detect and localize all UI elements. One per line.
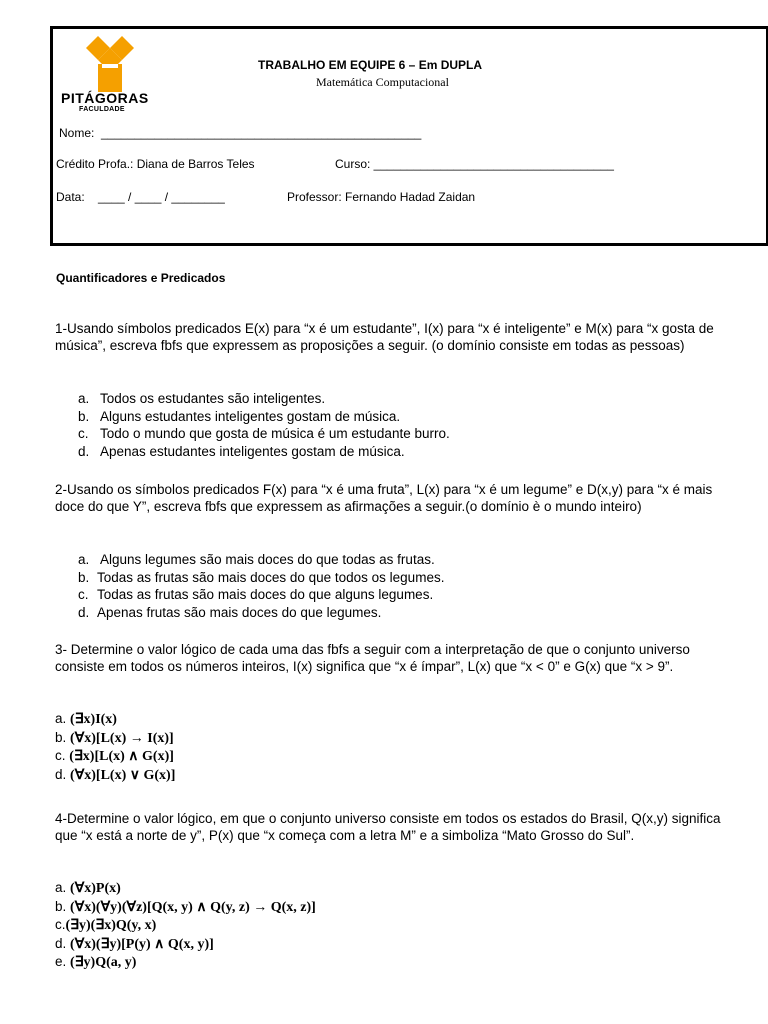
list-item: d. Apenas frutas são mais doces do que legumes. bbox=[78, 604, 382, 620]
list-item: b. Todas as frutas são mais doces do que todos os legumes. bbox=[78, 569, 445, 585]
credit-line: Crédito Profa.: Diana de Barros Teles bbox=[56, 157, 255, 171]
question-2-text: 2-Usando os símbolos predicados F(x) para “x é uma fruta”, L(x) para “x é um legume” e D(x,y) para “x é mais doce do que Y”, escreva fbfs que expressem as afirmações a seguir.(o domínio è o mundo inteiro) bbox=[55, 482, 713, 514]
question-1-list bbox=[78, 390, 450, 460]
question-3-text: 3- Determine o valor lógico de cada uma das fbfs a seguir com a interpretação de que o conjunto universo consiste em todos os números inteiros, I(x) significa que “x é ímpar”, L(x) que “x < 0” e G(x) que “x > 9”. bbox=[55, 642, 690, 674]
section-title: Quantificadores e Predicados bbox=[56, 271, 226, 285]
list-item: d. (∀x)[L(x) ∨ G(x)] bbox=[55, 766, 176, 783]
question-1-text: 1-Usando símbolos predicados E(x) para “x é um estudante”, I(x) para “x é inteligente” e M(x) para “x gosta de música”, escreva fbfs que expressem as proposições a seguir. (o domínio consiste em todas as pessoas) bbox=[55, 321, 714, 353]
list-item: a. Alguns legumes são mais doces do que todas as frutas. bbox=[78, 552, 435, 567]
list-item: d. Apenas estudantes inteligentes gostam de música. bbox=[78, 443, 405, 459]
question-3-list bbox=[55, 710, 175, 784]
list-item: b. Alguns estudantes inteligentes gostam de música. bbox=[78, 408, 401, 424]
list-item: e. (∃y)Q(a, y) bbox=[55, 954, 137, 970]
list-item: a. (∀x)P(x) bbox=[55, 880, 121, 896]
date-field-line: Data: ____ / ____ / ________ bbox=[56, 190, 225, 204]
logo-subtext: FACULDADE bbox=[79, 106, 125, 113]
list-item: c. Todo o mundo que gosta de música é um estudante burro. bbox=[78, 426, 450, 441]
list-item: c.(∃y)(∃x)Q(y, x) bbox=[55, 917, 157, 933]
assignment-title: TRABALHO EM EQUIPE 6 – Em DUPLA bbox=[258, 58, 483, 72]
list-item: a. Todos os estudantes são inteligentes. bbox=[78, 391, 326, 406]
course-subtitle: Matemática Computacional bbox=[316, 75, 449, 89]
list-item: d. (∀x)(∃y)[P(y) ∧ Q(x, y)] bbox=[55, 935, 214, 952]
professor-line: Professor: Fernando Hadad Zaidan bbox=[287, 190, 476, 204]
question-4-list bbox=[55, 879, 316, 972]
name-field-line: Nome: ________________________________________________ bbox=[59, 126, 422, 140]
list-item: b. (∀x)(∀y)(∀z)[Q(x, y) ∧ Q(y, z) → Q(x, z)] bbox=[55, 898, 316, 915]
header-box bbox=[50, 26, 768, 246]
question-4-text: 4-Determine o valor lógico, em que o conjunto universo consiste em todos os estados do Brasil, Q(x,y) significa que “x está a norte de y”, P(x) que “x começa com a letra M” e a simboliza “Mato Grosso do Sul”. bbox=[55, 811, 721, 843]
logo-text: PITÁGORAS bbox=[61, 90, 149, 106]
list-item: a. (∃x)I(x) bbox=[55, 711, 117, 727]
list-item: c. (∃x)[L(x) ∧ G(x)] bbox=[55, 748, 174, 764]
list-item: b. (∀x)[L(x) → I(x)] bbox=[55, 729, 174, 746]
question-2-list bbox=[78, 551, 444, 621]
list-item: c. Todas as frutas são mais doces do que alguns legumes. bbox=[78, 587, 434, 602]
course-field-line: Curso: ____________________________________ bbox=[335, 157, 614, 171]
